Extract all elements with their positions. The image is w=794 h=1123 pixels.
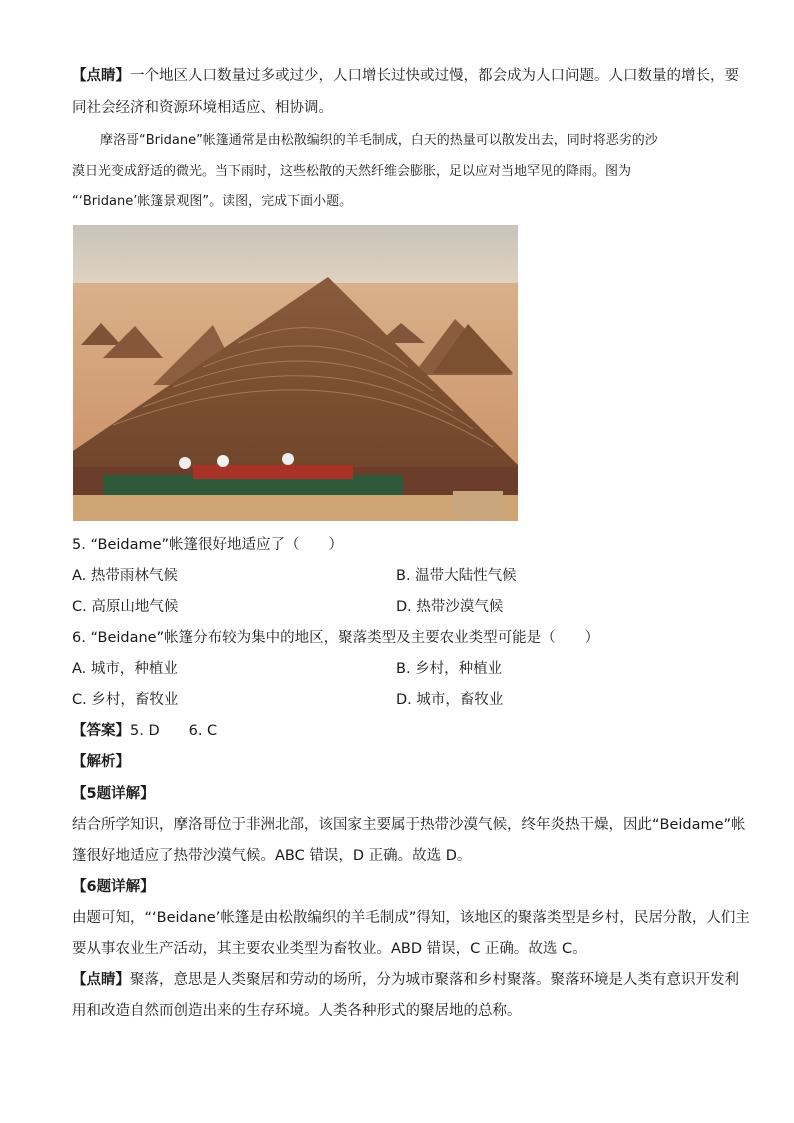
tip-line-2: 同社会经济和资源环境相适应、相协调。 <box>72 100 333 116</box>
tip-2-label: 【点睛】 <box>72 972 130 988</box>
answer-text: 5. D 6. C <box>130 723 218 739</box>
q5-option-a[interactable]: A. 热带雨林气候 <box>72 568 178 584</box>
q6-option-a[interactable]: A. 城市，种植业 <box>72 661 178 677</box>
passage-line-1: 摩洛哥“Bridane”帐篷通常是由松散编织的羊毛制成，白天的热量可以散发出去，同时将恶劣的沙 <box>100 133 658 148</box>
tip-label: 【点睛】 <box>72 68 130 84</box>
detail-5-line-2: 篷很好地适应了热带沙漠气候。ABC 错误，D 正确。故选 D。 <box>72 848 472 864</box>
tip-line-1: 【点睛】一个地区人口数量过多或过少，人口增长过快或过慢，都会成为人口问题。人口数量的增长，要 <box>72 68 739 84</box>
detail-5-line-1: 结合所学知识，摩洛哥位于非洲北部，该国家主要属于热带沙漠气候，终年炎热干燥，因此“Beidame”帐 <box>72 817 746 833</box>
q6-option-c[interactable]: C. 乡村，畜牧业 <box>72 692 179 708</box>
q6-option-d[interactable]: D. 城市，畜牧业 <box>396 692 504 708</box>
q5-option-b[interactable]: B. 温带大陆性气候 <box>396 568 517 584</box>
tent-landscape-photo <box>73 225 518 521</box>
detail-6-line-2: 要从事农业生产活动，其主要农业类型为畜牧业。ABD 错误，C 正确。故选 C。 <box>72 941 587 957</box>
detail-5-label: 【5题详解】 <box>72 786 155 802</box>
q5-option-c[interactable]: C. 高原山地气候 <box>72 599 179 615</box>
answer-line <box>72 721 722 741</box>
passage-line-3: “‘Bridane’帐篷景观图”。读图，完成下面小题。 <box>72 194 353 209</box>
q5-option-d[interactable]: D. 热带沙漠气候 <box>396 599 504 615</box>
tip-2-line-2: 用和改造自然而创造出来的生存环境。人类各种形式的聚居地的总称。 <box>72 1003 522 1019</box>
question-5-stem: 5. “Beidame”帐篷很好地适应了（ ） <box>72 537 344 553</box>
passage-line-2: 漠日光变成舒适的微光。当下雨时，这些松散的天然纤维会膨胀，足以应对当地罕见的降雨。图为 <box>72 164 632 179</box>
q6-option-b[interactable]: B. 乡村，种植业 <box>396 661 503 677</box>
detail-6-label: 【6题详解】 <box>72 879 155 895</box>
question-6-stem: 6. “Beidane”帐篷分布较为集中的地区，聚落类型及主要农业类型可能是（ ） <box>72 630 600 646</box>
tip-2-line-1: 【点睛】聚落，意思是人类聚居和劳动的场所，分为城市聚落和乡村聚落。聚落环境是人类有意识开发利 <box>72 972 739 988</box>
detail-6-line-1: 由题可知，“‘Beidane’帐篷是由松散编织的羊毛制成”得知，该地区的聚落类型是乡村，民居分散，人们主 <box>72 910 750 926</box>
analysis-label: 【解析】 <box>72 754 130 770</box>
answer-label: 【答案】 <box>72 723 130 739</box>
